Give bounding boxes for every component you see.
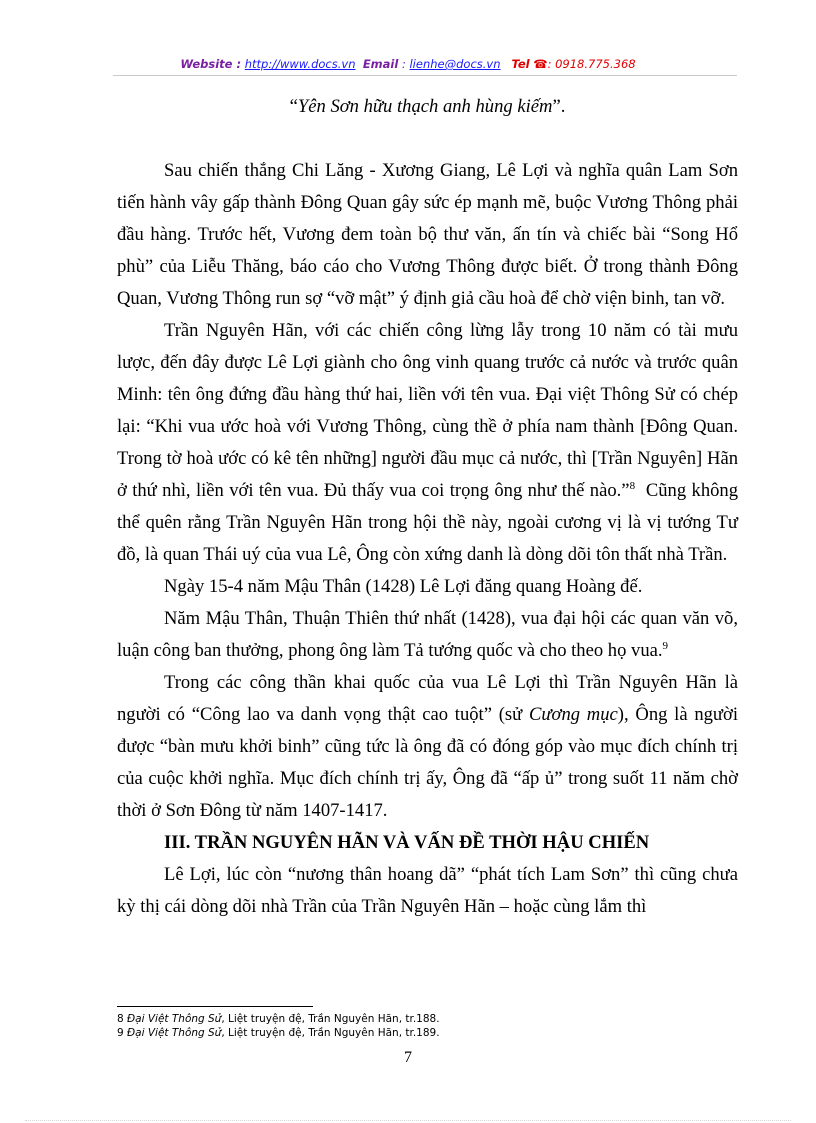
paragraph: Lê Lợi, lúc còn “nương thân hoang dã” “phát tích Lam Sơn” thì cũng chưa kỳ thị cái dòng dõi nhà Trần của Trần Nguyên Hãn – hoặc cùng lắm thì (117, 864, 738, 917)
footnote-number: 8 (117, 1013, 124, 1025)
paragraph: Ngày 15-4 năm Mậu Thân (1428) Lê Lợi đăng quang Hoàng đế. (164, 576, 643, 597)
footnotes (117, 1012, 738, 1040)
paragraph (117, 603, 738, 667)
email-label: Email (362, 57, 399, 71)
page-number: 7 (404, 1049, 412, 1066)
footnote-number: 9 (117, 1027, 124, 1039)
phone-icon: ☎ (533, 57, 548, 71)
email-link[interactable]: lienhe@docs.vn (409, 57, 501, 71)
paragraph-text: Năm Mậu Thân, Thuận Thiên thứ nhất (1428), vua đại hội các quan văn võ, luận công ban thưởng, phong ông làm Tả tướng quốc và cho theo họ vua. (117, 608, 738, 661)
paragraph-text: Trần Nguyên Hãn, với các chiến công lừng lẫy trong 10 năm có tài mưu lược, đến đây được Lê Lợi giành cho ông vinh quang trước cả nước và trước quân Minh: tên ông đứng đầu hàng thứ hai, liền với tên vua. Đại việt Thông Sử có chép lại: “Khi vua ước hoà với Vương Thông, cùng thề ở phía nam thành [Đông Quan. Trong tờ hoà ước có kê tên những] người đầu mục cả nước, thì [Trần Nguyên] Hãn ở thứ nhì, liền với tên vua. Đủ thấy vua coi trọng ông như thế nào.” (117, 320, 738, 501)
footnote-title: Đại Việt Thông Sử (127, 1027, 222, 1039)
footnote-ref-9[interactable]: 9 (662, 639, 669, 652)
epigraph-open-quote: “ (289, 96, 298, 117)
page-header (0, 57, 816, 71)
body-text (117, 155, 738, 923)
footnote-item (117, 1012, 738, 1026)
paragraph-italic: Cương mục (529, 704, 618, 725)
paragraph (117, 667, 738, 827)
header-divider (113, 75, 737, 76)
footnote-item (117, 1026, 738, 1040)
paragraph-text: Cũng không thể quên rằng Trần Nguyên Hãn trong hội thề này, ngoài cương vị là vị tướng Tư đồ, là quan Thái uý của vua Lê, Ông còn xứng danh là dòng dõi tôn thất nhà Trần. (117, 480, 739, 565)
paragraph-text: Trong các công thần khai quốc của vua Lê Lợi thì Trần Nguyên Hãn là người có “Công lao va danh vọng thật cao tuột” (sử (117, 672, 738, 725)
footnote-ref-8[interactable]: 8 (629, 479, 636, 492)
epigraph (117, 91, 738, 123)
phone-number: : 0918.775.368 (547, 57, 636, 71)
tel-label: Tel (511, 57, 530, 71)
website-link[interactable]: http://www.docs.vn (244, 57, 356, 71)
epigraph-text: Yên Sơn hữu thạch anh hùng kiếm (297, 96, 553, 117)
email-separator: : (398, 57, 406, 71)
paragraph: Sau chiến thắng Chi Lăng - Xương Giang, Lê Lợi và nghĩa quân Lam Sơn tiến hành vây gấp thành Đông Quan gây sức ép mạnh mẽ, buộc Vương Thông phải đầu hàng. Trước hết, Vương đem toàn bộ thư văn, ấn tín và chiếc bài “Song Hổ phù” của Liễu Thăng, báo cáo cho Vương Thông được biết. Ở trong thành Đông Quan, Vương Thông run sợ “vỡ mật” ý định giả cầu hoà để chờ viện binh, tan vỡ. (117, 160, 738, 309)
epigraph-close-quote: ”. (552, 96, 566, 117)
page-bottom-border (25, 1120, 791, 1121)
footnote-text: , Liệt truyện đệ, Trần Nguyên Hãn, tr.188. (221, 1013, 440, 1025)
footnote-divider (117, 1006, 313, 1007)
footnote-title: Đại Việt Thông Sử (127, 1013, 222, 1025)
paragraph (117, 315, 738, 571)
paragraph-text: ), Ông là người được “bàn mưu khởi binh” cũng tức là ông đã có đóng góp vào mục đích chính trị của cuộc khởi nghĩa. Mục đích chính trị ấy, Ông đã “ấp ủ” trong suốt 11 năm chờ thời ở Sơn Đông từ năm 1407-1417. (117, 704, 738, 821)
website-label: Website : (180, 57, 242, 71)
footnote-text: , Liệt truyện đệ, Trần Nguyên Hãn, tr.189. (221, 1027, 440, 1039)
section-heading: III. TRẦN NGUYÊN HÃN VÀ VẤN ĐỀ THỜI HẬU CHIẾN (164, 832, 650, 853)
